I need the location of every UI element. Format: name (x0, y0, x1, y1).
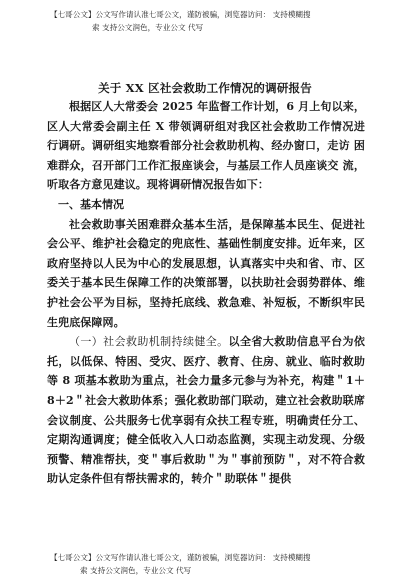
footer-notice-line-2: 索 支持公文润色，专业公文 代写 (80, 566, 192, 575)
section-heading-basic-situation: 一、基本情况 (58, 197, 124, 211)
document-body (47, 97, 365, 489)
intro-paragraph: 根据区人大常委会 2025 年监督工作计划，6 月上旬以来， 区人大常委会副主任 X 带领调研组对我区社会救助工作情况进 行调研。调研组实地察看部分社会救助机构、经办窗口，走访 困难群众，召开部门工作汇报座谈会，与基层工作人员座谈交 流，听取各方意见建议。现将调研情况报告如下： (47, 100, 365, 192)
basic-situation-paragraph: 社会救助事关困难群众基本生活，是保障基本民生、促进社会公平、维护社会稳定的兜底性、基础性制度安排。近年来，区政府坚持以人民为中心的发展思想，认真落实中央和省、市、区委关于基本民生保障工作的决策部署，以扶助社会弱势群体、维护社会公平为目标，坚持托底线、救急难、补短板，不断织牢民生兜底保障网。 (47, 217, 365, 329)
subsection-mechanism-lead: （一）社会救助机制持续健全。 (69, 335, 229, 349)
header-notice (50, 8, 370, 34)
footer-notice (50, 551, 370, 577)
header-notice-line-2: 索 支持公文润色，专业公文 代写 (92, 23, 204, 32)
header-notice-line-1: 【七哥公文】公文写作请认准七哥公文，谨防被骗，浏览器访问： 支持模糊搜 (50, 10, 311, 19)
footer-notice-line-1: 【七哥公文】公文写作请认准七哥公文，谨防被骗，浏览器访问： 支持模糊搜 (50, 553, 311, 562)
subsection-mechanism-paragraph (47, 332, 365, 489)
subsection-mechanism-text: 以全省大救助信息平台为依托，以低保、特困、受灾、医疗、教育、住房、就业、临时救助等 8 项基本救助为重点，社会力量多元参与为补充，构建＂1＋8＋2＂社会大救助体系；强化救助部门联动，建立社会救助联席会议制度、公共服务七优享弱有众扶工程专班，明确责任分工、定期沟通调度；健全低收入人口动态监测，实现主动发现、分级预警、精准帮扶，变＂事后救助＂为＂事前预防＂，对不符合救助认定条件但有帮扶需求的，转介＂助联体＂提供 (47, 335, 365, 486)
document-title: 关于 XX 区社会救助工作情况的调研报告 (98, 81, 312, 95)
